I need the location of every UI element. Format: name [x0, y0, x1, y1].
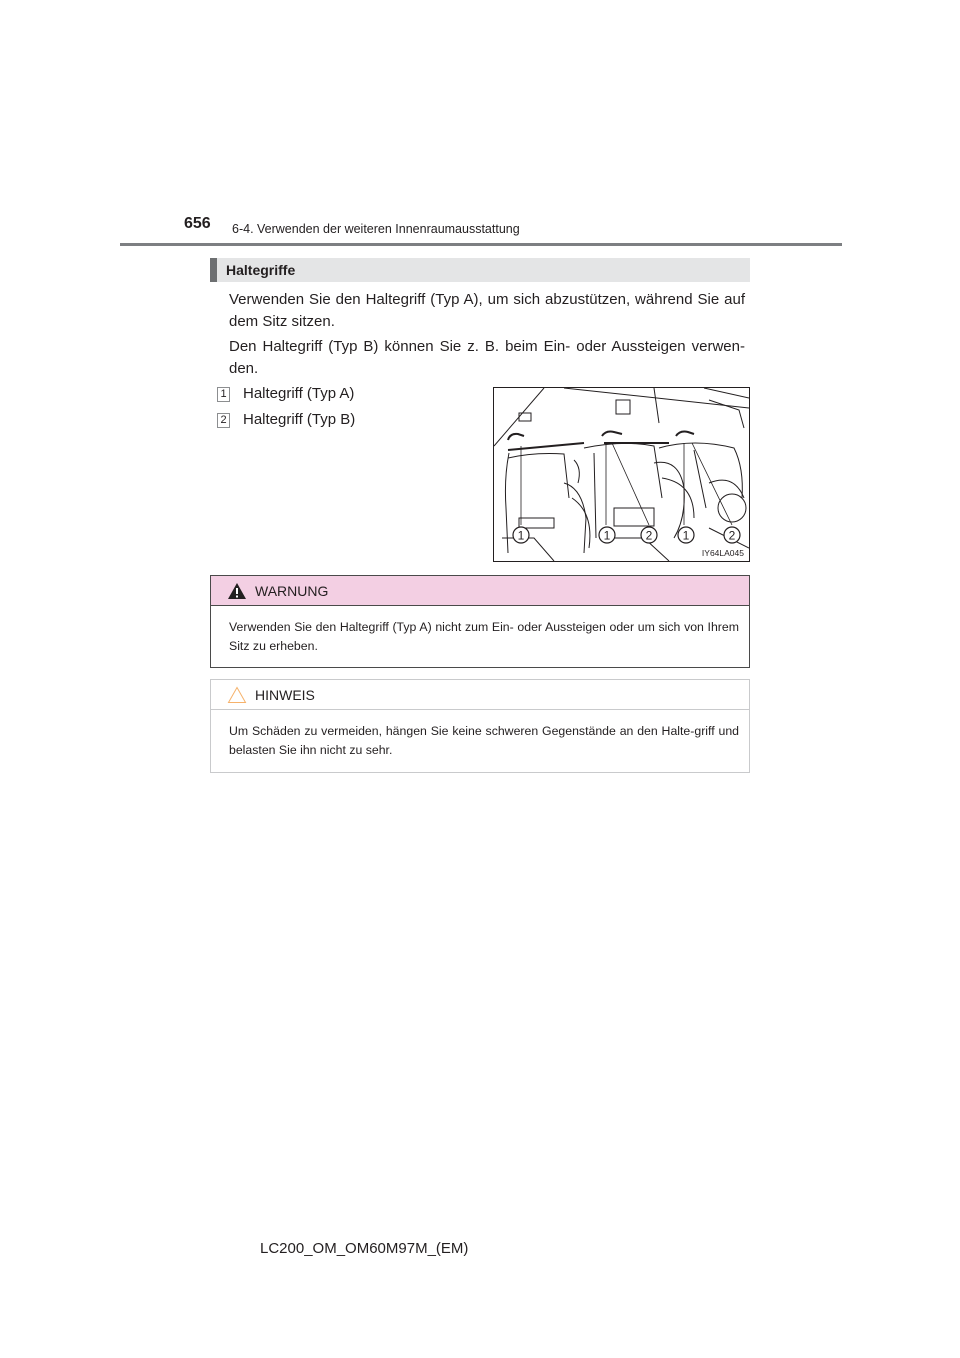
section-title: Haltegriffe [226, 262, 296, 278]
notice-label: HINWEIS [255, 687, 315, 703]
notice-header [211, 680, 749, 710]
callout-number-badge: 2 [217, 413, 230, 428]
figure-callout: 2 [728, 528, 736, 543]
warning-header [211, 576, 749, 606]
callout-number-badge: 1 [217, 387, 230, 402]
paragraph-type-b: Den Haltegriff (Typ B) können Sie z. B. beim Ein- oder Aussteigen verwen-den. [229, 338, 745, 377]
warning-text: Verwenden Sie den Haltegriff (Typ A) nicht zum Ein- oder Aussteigen oder um sich von Ihrem Sitz zu erheben. [229, 620, 739, 653]
page-number: 656 [184, 215, 211, 232]
legend-label: Haltegriff (Typ A) [243, 385, 355, 402]
caution-triangle-icon [227, 686, 247, 704]
notice-box [210, 679, 750, 773]
figure-callout: 1 [603, 528, 611, 543]
interior-illustration [493, 387, 750, 562]
header-rule [120, 243, 842, 246]
legend-label: Haltegriff (Typ B) [243, 411, 356, 428]
notice-text: Um Schäden zu vermeiden, hängen Sie keine schweren Gegenstände an den Halte-griff und belasten Sie ihn nicht zu sehr. [229, 724, 739, 757]
figure-callout: 1 [682, 528, 690, 543]
vehicle-interior-drawing [494, 388, 749, 561]
warning-label: WARNUNG [255, 583, 329, 599]
warning-triangle-icon [227, 582, 247, 600]
figure-callout: 2 [645, 528, 653, 543]
section-accent [210, 258, 217, 282]
section-header [210, 258, 750, 282]
figure-code: IY64LA045 [701, 548, 744, 558]
figure-callouts [513, 527, 740, 543]
paragraph-type-a: Verwenden Sie den Haltegriff (Typ A), um sich abzustützen, während Sie auf dem Sitz sitzen. [229, 291, 745, 330]
figure-callout: 1 [517, 528, 525, 543]
document-id: LC200_OM_OM60M97M_(EM) [260, 1240, 469, 1257]
warning-box [210, 575, 750, 668]
chapter-title: 6-4. Verwenden der weiteren Innenraumausstattung [232, 222, 520, 236]
